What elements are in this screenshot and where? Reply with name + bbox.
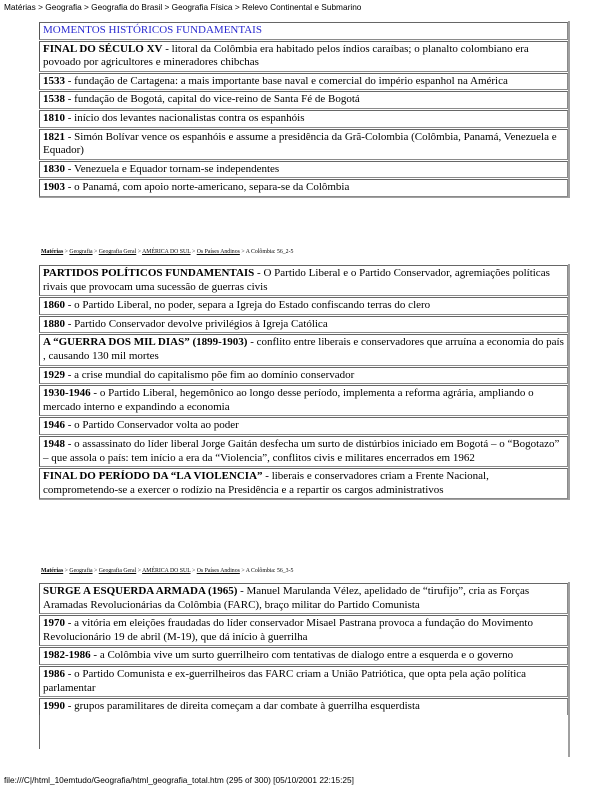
- row-label: FINAL DO SÉCULO XV: [43, 42, 163, 55]
- breadcrumb-link-paises-andinos[interactable]: Os Países Andinos: [196, 568, 240, 574]
- row-label: 1880: [43, 317, 65, 330]
- row-text: - o Partido Liberal, hegemônico ao longo desse período, implementa a reforma agrária, ampliando o mercado interno e expandindo a economia: [43, 387, 534, 413]
- table-row: [39, 179, 568, 197]
- table-row: [39, 468, 568, 499]
- page-footer: file:///C|/html_10emtudo/Geografia/html_geografia_total.htm (295 of 300) [05/10/2001 22:15:25]: [4, 775, 354, 785]
- row-label: 1821: [43, 130, 65, 143]
- row-label: 1930-1946: [43, 387, 91, 400]
- breadcrumb-separator: >: [92, 568, 99, 574]
- breadcrumb-separator: >: [136, 249, 143, 255]
- row-text: - o Partido Liberal, no poder, separa a Igreja do Estado confiscando terras do clero: [65, 299, 431, 312]
- breadcrumb-separator: >: [239, 249, 246, 255]
- row-text: - O Partido Liberal e o Partido Conservador, agremiações políticas rivais que provocam uma sucessão de guerras civis: [43, 267, 550, 293]
- row-text: - conflito entre liberais e conservadores que arruína a economia do país , causando 130 mil mortes: [43, 336, 564, 362]
- breadcrumb-current: A Colômbia: 56_3-5: [245, 568, 294, 574]
- breadcrumb-link-america-do-sul[interactable]: AMÉRICA DO SUL: [142, 568, 191, 574]
- table-row: [39, 265, 568, 296]
- row-text: - a Colômbia vive um surto guerrilheiro com tentativas de dialogo entre a esquerda e o governo: [90, 649, 514, 662]
- row-text: - o Partido Comunista e ex-guerrilheiros das FARC criam a União Patriótica, que opta pela ação política parlamentar: [43, 667, 527, 694]
- row-label: 1982-1986: [43, 649, 91, 662]
- timeline-table-esquerda: [39, 582, 570, 757]
- table-row: [39, 385, 568, 416]
- table-row: [39, 647, 568, 665]
- table-row: [39, 334, 568, 365]
- table-row: [39, 615, 568, 646]
- section-breadcrumb: [41, 568, 293, 574]
- row-label: 1986: [43, 667, 65, 680]
- breadcrumb-separator: >: [190, 249, 197, 255]
- breadcrumb-link-materias[interactable]: Matérias: [41, 249, 64, 255]
- row-label: 1948: [43, 437, 65, 450]
- row-label: PARTIDOS POLÍTICOS FUNDAMENTAIS: [43, 267, 255, 279]
- table-row: [39, 129, 568, 160]
- row-label: A “GUERRA DOS MIL DIAS” (1899-1903): [43, 336, 248, 349]
- table-row: [39, 316, 568, 334]
- row-text: - fundação de Bogotá, capital do vice-reino de Santa Fé de Bogotá: [65, 93, 360, 106]
- table-row: [39, 698, 568, 715]
- row-text: - liberais e conservadores criam a Frente Nacional, comprometendo-se a exercer o rodízio na Presidência e a repartir os cargos administrativos: [43, 470, 489, 496]
- timeline-table-partidos: [39, 264, 570, 500]
- table-row-header: [39, 22, 568, 40]
- breadcrumb-link-materias[interactable]: Matérias: [41, 568, 64, 574]
- row-label: SURGE A ESQUERDA ARMADA (1965): [43, 585, 238, 597]
- row-text: - o Panamá, com apoio norte-americano, separa-se da Colômbia: [65, 181, 350, 194]
- row-label: FINAL DO PERÍODO DA “LA VIOLENCIA”: [43, 470, 263, 483]
- row-label: 1946: [43, 419, 65, 432]
- row-text: - Manuel Marulanda Vélez, apelidado de “tirufijo”, cria as Forças Aramadas Revolucionárias da Colômbia (FARC), braço militar do Partido Comunista: [43, 585, 530, 611]
- table-row: [39, 161, 568, 179]
- breadcrumb-current: A Colômbia: 56_2-5: [245, 249, 294, 255]
- table-row: [39, 73, 568, 91]
- breadcrumb-separator: >: [239, 568, 246, 574]
- breadcrumb-link-geografia[interactable]: Geografia: [69, 568, 93, 574]
- row-text: - a vitória em eleições fraudadas do líder conservador Misael Pastrana provoca a fundação do Movimento Revolucionário 19 de abril (M-19), que dá início à guerrilha: [43, 617, 533, 643]
- breadcrumb-link-paises-andinos[interactable]: Os Países Andinos: [196, 249, 240, 255]
- row-text: - o Partido Conservador volta ao poder: [65, 419, 239, 432]
- row-label: 1970: [43, 617, 65, 630]
- breadcrumb-separator: >: [92, 249, 99, 255]
- table-row: [39, 583, 568, 614]
- row-text: - litoral da Colômbia era habitado pelos índios caraíbas; o planalto colombiano era povoado por agricultores e mineradores chibchas: [43, 42, 529, 69]
- row-label: 1538: [43, 93, 65, 106]
- table-row: [39, 297, 568, 315]
- row-label: 1990: [43, 700, 65, 713]
- breadcrumb-separator: >: [63, 249, 70, 255]
- row-text: - o assassinato do líder liberal Jorge Gaitán desfecha um surto de distúrbios iniciado em Bogotá – o “Bogotazo” – que assola o país: tem início a era da “Violencia”, conflitos civis e militares encerrados em 1962: [43, 437, 560, 464]
- breadcrumb-separator: >: [136, 568, 143, 574]
- row-text: - Partido Conservador devolve privilégios à Igreja Católica: [65, 317, 328, 330]
- table-row: [39, 41, 568, 72]
- page-breadcrumb: Matérias > Geografia > Geografia do Brasil > Geografia Física > Relevo Continental e Submarino: [4, 2, 362, 12]
- row-text: - Venezuela e Equador tornam-se independentes: [65, 162, 280, 175]
- row-label: 1830: [43, 162, 65, 175]
- row-text: - a crise mundial do capitalismo põe fim ao domínio conservador: [65, 368, 355, 381]
- table-row: [39, 666, 568, 697]
- table-row: [39, 110, 568, 128]
- row-label: 1929: [43, 368, 65, 381]
- table-continuation: [39, 715, 568, 749]
- row-text: - fundação de Cartagena: a mais importante base naval e comercial do império espanhol na América: [65, 74, 508, 87]
- row-label: 1533: [43, 74, 65, 87]
- row-title: MOMENTOS HISTÓRICOS FUNDAMENTAIS: [43, 24, 262, 36]
- breadcrumb-link-geografia-geral[interactable]: Geografia Geral: [98, 568, 137, 574]
- table-row: [39, 436, 568, 467]
- section-breadcrumb: [41, 249, 293, 255]
- row-label: 1810: [43, 111, 65, 124]
- timeline-table-momentos: [39, 21, 570, 198]
- row-text: - grupos paramilitares de direita começam a dar combate à guerrilha esquerdista: [65, 700, 420, 713]
- row-label: 1860: [43, 299, 65, 312]
- breadcrumb-link-geografia[interactable]: Geografia: [69, 249, 93, 255]
- table-row: [39, 367, 568, 385]
- row-text: - início dos levantes nacionalistas contra os espanhóis: [65, 111, 305, 124]
- breadcrumb-link-geografia-geral[interactable]: Geografia Geral: [98, 249, 137, 255]
- breadcrumb-separator: >: [190, 568, 197, 574]
- breadcrumb-link-america-do-sul[interactable]: AMÉRICA DO SUL: [142, 249, 191, 255]
- row-text: - Simón Bolívar vence os espanhóis e assume a presidência da Grã-Colombia (Colômbia, Panamá, Venezuela e Equador): [43, 130, 557, 157]
- breadcrumb-separator: >: [63, 568, 70, 574]
- table-row: [39, 91, 568, 109]
- table-row: [39, 417, 568, 435]
- row-label: 1903: [43, 181, 65, 194]
